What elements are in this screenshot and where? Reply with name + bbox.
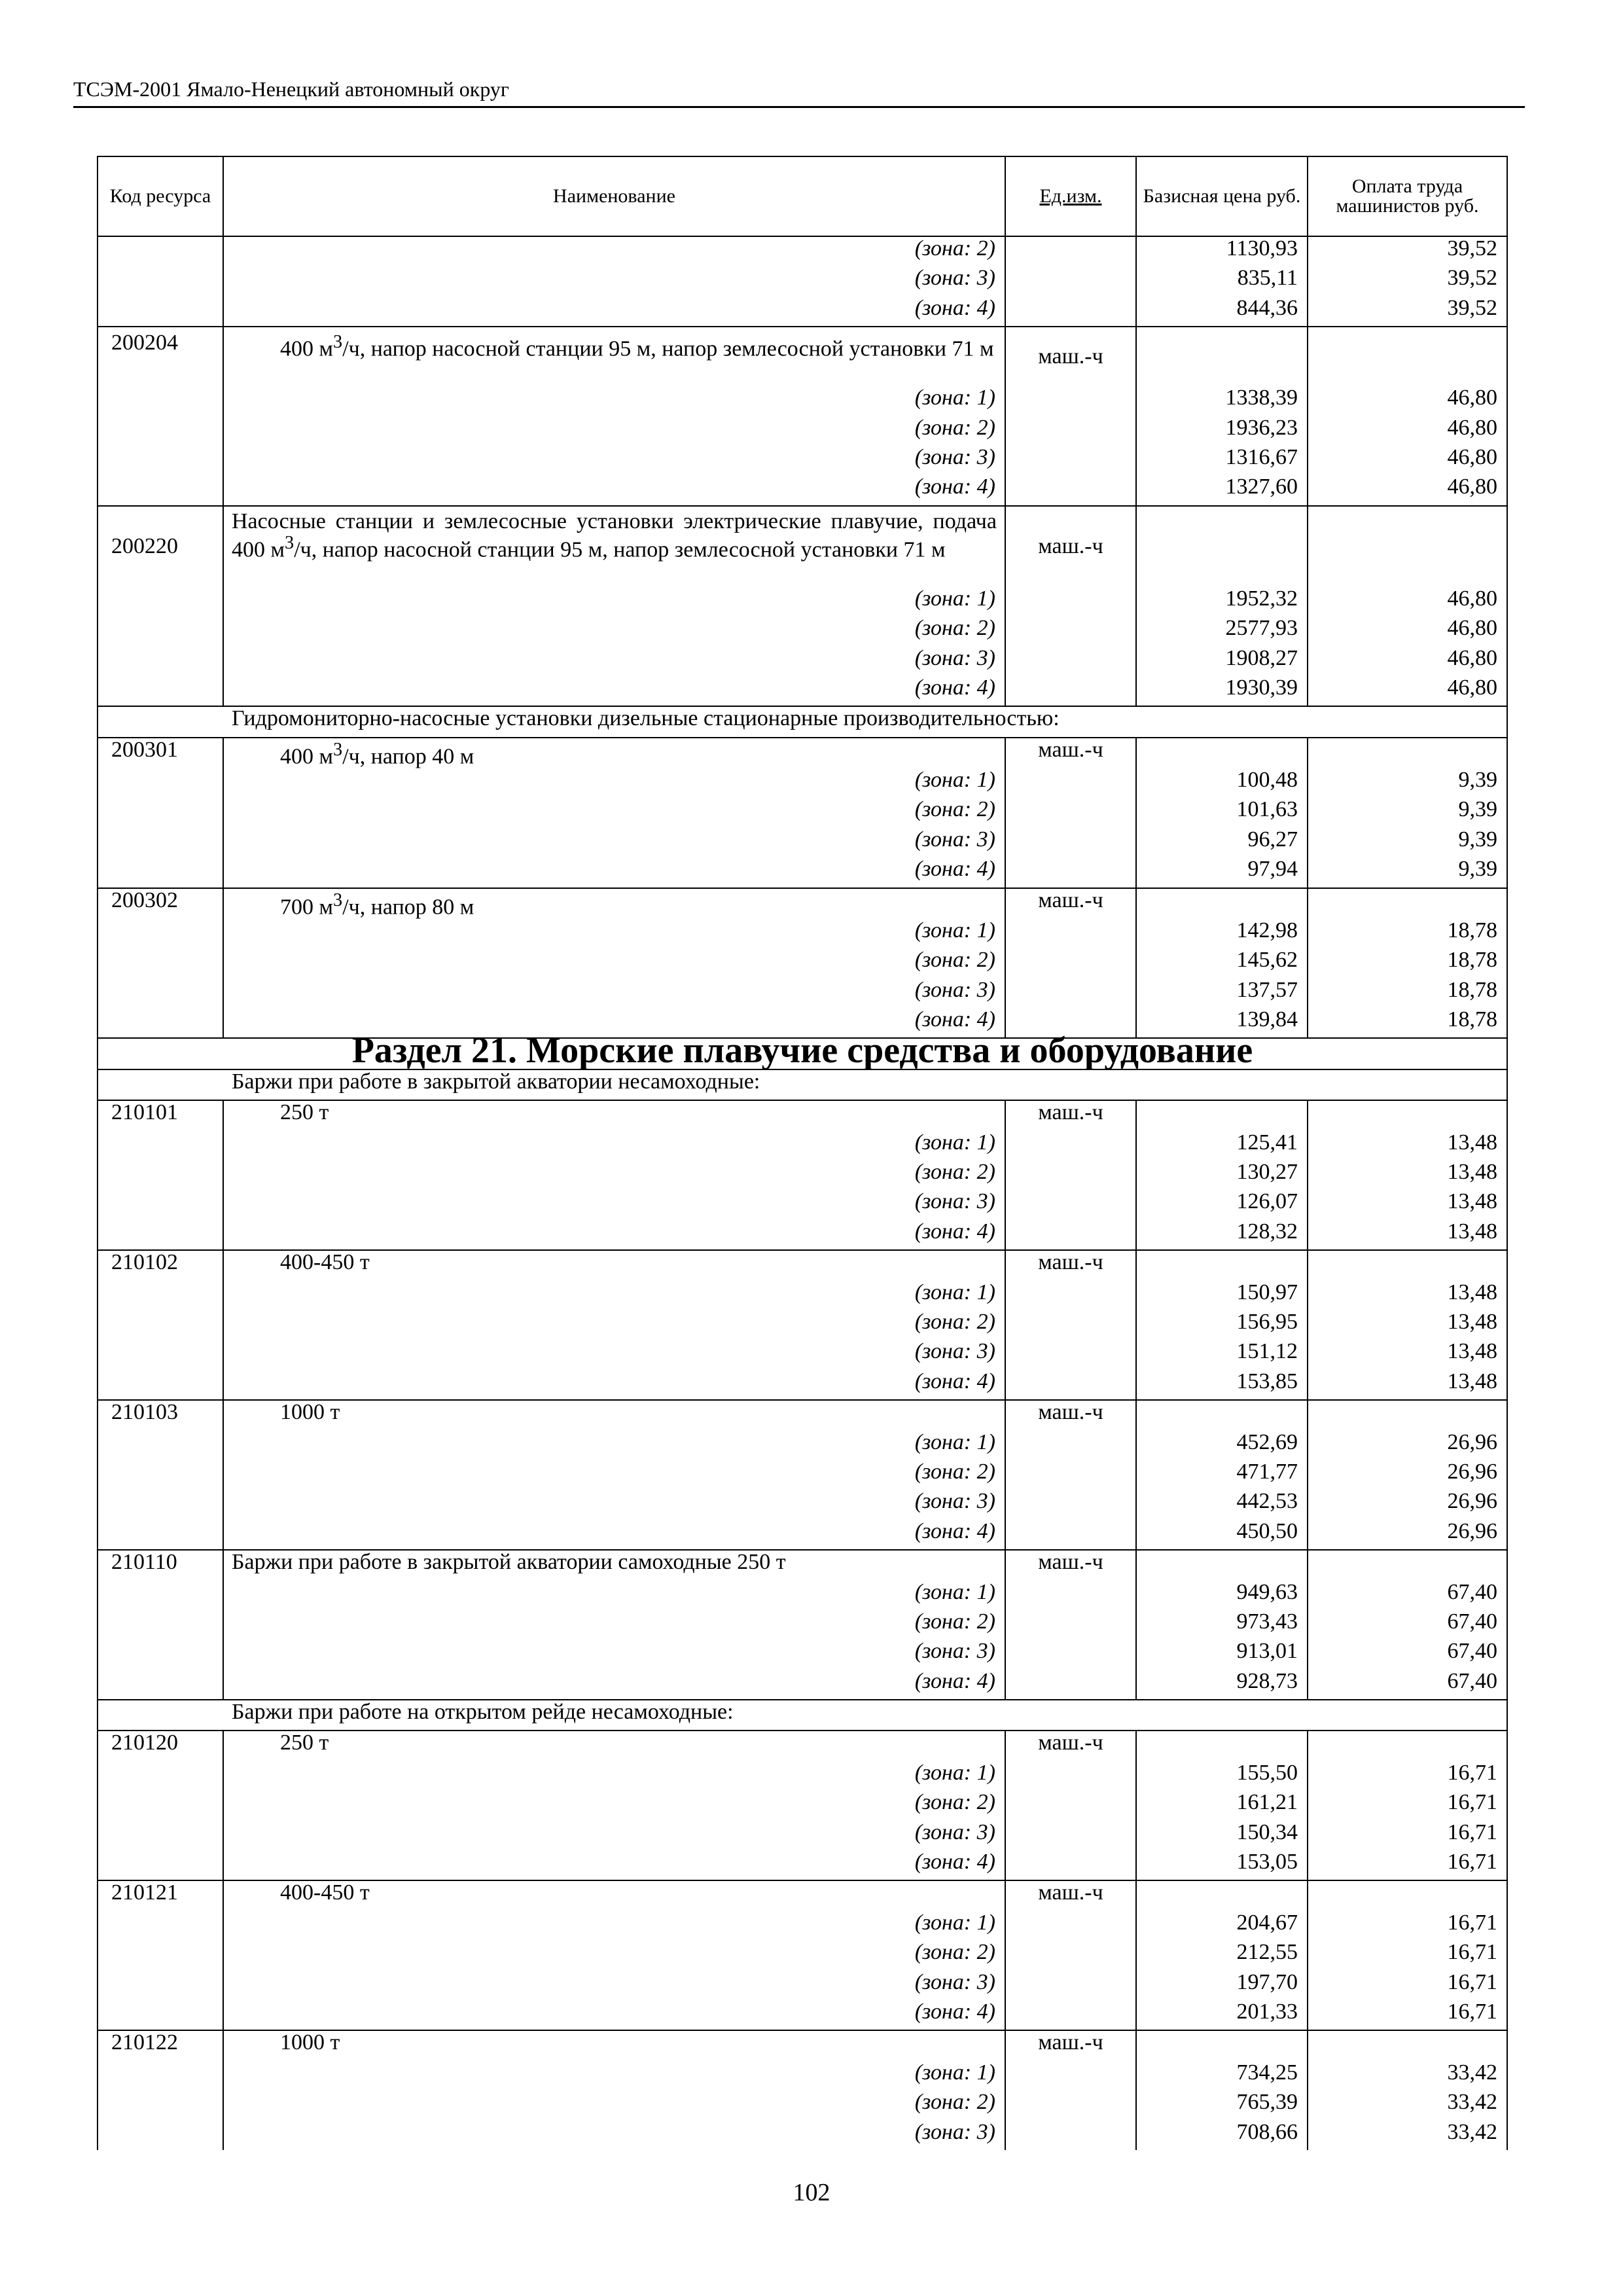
table-row bbox=[98, 1431, 1507, 1460]
base-price: 156,95 bbox=[1136, 1310, 1308, 1340]
table-row bbox=[98, 948, 1507, 978]
zone-label: (зона: 3) bbox=[223, 446, 1005, 475]
group-heading-row bbox=[98, 1069, 1507, 1100]
base-price: 913,01 bbox=[1136, 1640, 1308, 1669]
base-price: 1338,39 bbox=[1136, 386, 1308, 416]
zone-label: (зона: 3) bbox=[223, 1340, 1005, 1369]
column-header-price: Базисная цена руб. bbox=[1136, 156, 1308, 236]
zone-label: (зона: 4) bbox=[223, 2000, 1005, 2030]
zone-label: (зона: 2) bbox=[223, 617, 1005, 646]
unit-of-measure: маш.-ч bbox=[1005, 1880, 1136, 1910]
operator-wage: 39,52 bbox=[1308, 236, 1507, 266]
unit-of-measure: маш.-ч bbox=[1005, 506, 1136, 587]
resource-name bbox=[223, 738, 1005, 768]
base-price: 928,73 bbox=[1136, 1670, 1308, 1700]
section-title: Раздел 21. Морские плавучие средства и оборудование bbox=[98, 1038, 1507, 1069]
zone-label: (зона: 4) bbox=[223, 1370, 1005, 1400]
resource-name-part: /ч, напор насосной станции 95 м, напор землесосной установки 71 м bbox=[342, 336, 994, 361]
operator-wage: 46,80 bbox=[1308, 475, 1507, 505]
table-row bbox=[98, 738, 1507, 768]
table-row bbox=[98, 1640, 1507, 1669]
zone-label: (зона: 3) bbox=[223, 1640, 1005, 1669]
table-row bbox=[98, 978, 1507, 1008]
operator-wage: 9,39 bbox=[1308, 798, 1507, 827]
unit-of-measure: маш.-ч bbox=[1005, 1731, 1136, 1761]
resource-code: 200301 bbox=[98, 738, 223, 768]
table-row bbox=[98, 2090, 1507, 2120]
resource-name: 250 т bbox=[223, 1731, 1005, 1761]
operator-wage: 46,80 bbox=[1308, 647, 1507, 676]
table-row bbox=[98, 2030, 1507, 2060]
base-price: 96,27 bbox=[1136, 828, 1308, 857]
base-price: 1952,32 bbox=[1136, 587, 1308, 617]
table-row bbox=[98, 1370, 1507, 1400]
zone-label: (зона: 1) bbox=[223, 1581, 1005, 1610]
operator-wage: 18,78 bbox=[1308, 919, 1507, 948]
zone-label: (зона: 1) bbox=[223, 386, 1005, 416]
column-header-wage: Оплата труда машинистов руб. bbox=[1308, 156, 1507, 236]
operator-wage: 33,42 bbox=[1308, 2121, 1507, 2150]
zone-label: (зона: 4) bbox=[223, 1220, 1005, 1250]
table-row bbox=[98, 327, 1507, 386]
base-price: 471,77 bbox=[1136, 1460, 1308, 1490]
zone-label: (зона: 2) bbox=[223, 948, 1005, 978]
base-price: 1908,27 bbox=[1136, 647, 1308, 676]
base-price: 734,25 bbox=[1136, 2061, 1308, 2090]
base-price: 452,69 bbox=[1136, 1431, 1308, 1460]
operator-wage: 46,80 bbox=[1308, 386, 1507, 416]
table-row bbox=[98, 1100, 1507, 1130]
operator-wage: 13,48 bbox=[1308, 1160, 1507, 1190]
operator-wage: 67,40 bbox=[1308, 1670, 1507, 1700]
group-heading-row bbox=[98, 706, 1507, 737]
operator-wage: 67,40 bbox=[1308, 1610, 1507, 1640]
resource-code: 210101 bbox=[98, 1100, 223, 1130]
zone-label: (зона: 2) bbox=[223, 1791, 1005, 1820]
base-price: 204,67 bbox=[1136, 1911, 1308, 1941]
base-price: 145,62 bbox=[1136, 948, 1308, 978]
resource-name bbox=[223, 888, 1005, 919]
operator-wage: 18,78 bbox=[1308, 948, 1507, 978]
operator-wage: 39,52 bbox=[1308, 296, 1507, 327]
resource-name: 1000 т bbox=[223, 2030, 1005, 2060]
resource-code: 200302 bbox=[98, 888, 223, 919]
table-row bbox=[98, 266, 1507, 296]
base-price: 161,21 bbox=[1136, 1791, 1308, 1820]
zone-label: (зона: 2) bbox=[223, 798, 1005, 827]
table-row bbox=[98, 1250, 1507, 1280]
resource-name-part: Насосные станции и землесосные установки электрические плавучие, подача 400 м bbox=[232, 509, 997, 562]
base-price: 153,85 bbox=[1136, 1370, 1308, 1400]
table-row bbox=[98, 2000, 1507, 2030]
table-row bbox=[98, 1850, 1507, 1880]
operator-wage: 26,96 bbox=[1308, 1431, 1507, 1460]
zone-label: (зона: 3) bbox=[223, 978, 1005, 1008]
zone-label: (зона: 3) bbox=[223, 2121, 1005, 2150]
table-row bbox=[98, 828, 1507, 857]
table-row bbox=[98, 1670, 1507, 1700]
table-row bbox=[98, 1550, 1507, 1580]
table-row bbox=[98, 617, 1507, 646]
operator-wage: 13,48 bbox=[1308, 1131, 1507, 1160]
operator-wage: 13,48 bbox=[1308, 1340, 1507, 1369]
table-row bbox=[98, 386, 1507, 416]
table-row bbox=[98, 1821, 1507, 1850]
resource-code: 210121 bbox=[98, 1880, 223, 1910]
resource-name bbox=[223, 506, 1005, 587]
base-price: 150,97 bbox=[1136, 1281, 1308, 1310]
zone-label: (зона: 4) bbox=[223, 1520, 1005, 1550]
base-price: 1936,23 bbox=[1136, 416, 1308, 446]
zone-label: (зона: 1) bbox=[223, 919, 1005, 948]
unit-of-measure: маш.-ч bbox=[1005, 327, 1136, 386]
unit-of-measure: маш.-ч bbox=[1005, 1250, 1136, 1280]
table-row bbox=[98, 768, 1507, 798]
price-table bbox=[97, 156, 1508, 2150]
resource-name-part: /ч, напор 40 м bbox=[342, 744, 474, 769]
resource-code: 210120 bbox=[98, 1731, 223, 1761]
resource-code: 200204 bbox=[98, 327, 223, 386]
zone-label: (зона: 1) bbox=[223, 2061, 1005, 2090]
table-row bbox=[98, 1941, 1507, 1970]
unit-of-measure: маш.-ч bbox=[1005, 1550, 1136, 1580]
base-price: 151,12 bbox=[1136, 1340, 1308, 1369]
zone-label: (зона: 4) bbox=[223, 1008, 1005, 1038]
zone-label: (зона: 1) bbox=[223, 1431, 1005, 1460]
base-price: 101,63 bbox=[1136, 798, 1308, 827]
base-price: 1316,67 bbox=[1136, 446, 1308, 475]
column-header-code: Код ресурса bbox=[98, 156, 223, 236]
operator-wage: 18,78 bbox=[1308, 978, 1507, 1008]
table-row bbox=[98, 1190, 1507, 1219]
table-row bbox=[98, 676, 1507, 706]
zone-label: (зона: 1) bbox=[223, 1281, 1005, 1310]
superscript: 3 bbox=[333, 889, 343, 910]
operator-wage: 9,39 bbox=[1308, 857, 1507, 888]
unit-of-measure: маш.-ч bbox=[1005, 888, 1136, 919]
zone-label: (зона: 4) bbox=[223, 475, 1005, 505]
table-row bbox=[98, 798, 1507, 827]
table-row bbox=[98, 1761, 1507, 1791]
operator-wage: 16,71 bbox=[1308, 1850, 1507, 1880]
unit-of-measure: маш.-ч bbox=[1005, 2030, 1136, 2060]
zone-label: (зона: 1) bbox=[223, 1761, 1005, 1791]
table-row bbox=[98, 1160, 1507, 1190]
operator-wage: 67,40 bbox=[1308, 1640, 1507, 1669]
resource-name: 400-450 т bbox=[223, 1250, 1005, 1280]
section-row bbox=[98, 1038, 1507, 1069]
resource-name-part: /ч, напор насосной станции 95 м, напор землесосной установки 71 м bbox=[294, 537, 946, 562]
superscript: 3 bbox=[333, 332, 343, 353]
zone-label: (зона: 1) bbox=[223, 768, 1005, 798]
base-price: 126,07 bbox=[1136, 1190, 1308, 1219]
base-price: 130,27 bbox=[1136, 1160, 1308, 1190]
table-row bbox=[98, 647, 1507, 676]
base-price: 128,32 bbox=[1136, 1220, 1308, 1250]
page-header: ТСЭМ-2001 Ямало-Ненецкий автономный округ bbox=[73, 77, 510, 101]
operator-wage: 9,39 bbox=[1308, 768, 1507, 798]
operator-wage: 16,71 bbox=[1308, 1941, 1507, 1970]
resource-name: 1000 т bbox=[223, 1400, 1005, 1430]
zone-label: (зона: 4) bbox=[223, 857, 1005, 888]
base-price: 973,43 bbox=[1136, 1610, 1308, 1640]
base-price: 212,55 bbox=[1136, 1941, 1308, 1970]
zone-label: (зона: 2) bbox=[223, 1160, 1005, 1190]
operator-wage: 13,48 bbox=[1308, 1190, 1507, 1219]
base-price: 844,36 bbox=[1136, 296, 1308, 327]
resource-name: 400-450 т bbox=[223, 1880, 1005, 1910]
operator-wage: 26,96 bbox=[1308, 1520, 1507, 1550]
base-price: 125,41 bbox=[1136, 1131, 1308, 1160]
base-price: 765,39 bbox=[1136, 2090, 1308, 2120]
table-row bbox=[98, 1460, 1507, 1490]
table-row bbox=[98, 475, 1507, 505]
zone-label: (зона: 3) bbox=[223, 647, 1005, 676]
base-price: 1327,60 bbox=[1136, 475, 1308, 505]
table-row bbox=[98, 1340, 1507, 1369]
base-price: 201,33 bbox=[1136, 2000, 1308, 2030]
unit-of-measure: маш.-ч bbox=[1005, 1400, 1136, 1430]
base-price: 139,84 bbox=[1136, 1008, 1308, 1038]
zone-label: (зона: 3) bbox=[223, 828, 1005, 857]
zone-label: (зона: 2) bbox=[223, 416, 1005, 446]
operator-wage: 9,39 bbox=[1308, 828, 1507, 857]
table-row bbox=[98, 506, 1507, 587]
table-row bbox=[98, 1400, 1507, 1430]
operator-wage: 13,48 bbox=[1308, 1370, 1507, 1400]
table-row bbox=[98, 1911, 1507, 1941]
table-row bbox=[98, 1731, 1507, 1761]
operator-wage: 26,96 bbox=[1308, 1490, 1507, 1519]
base-price: 150,34 bbox=[1136, 1821, 1308, 1850]
resource-name bbox=[223, 327, 1005, 386]
base-price: 137,57 bbox=[1136, 978, 1308, 1008]
table-row bbox=[98, 2061, 1507, 2090]
zone-label: (зона: 3) bbox=[223, 1490, 1005, 1519]
operator-wage: 13,48 bbox=[1308, 1310, 1507, 1340]
resource-code: 210110 bbox=[98, 1550, 223, 1580]
operator-wage: 16,71 bbox=[1308, 1911, 1507, 1941]
zone-label: (зона: 1) bbox=[223, 1131, 1005, 1160]
base-price: 949,63 bbox=[1136, 1581, 1308, 1610]
table-row bbox=[98, 1310, 1507, 1340]
table-row bbox=[98, 236, 1507, 266]
table-row bbox=[98, 888, 1507, 919]
base-price: 442,53 bbox=[1136, 1490, 1308, 1519]
resource-name-part: 400 м bbox=[280, 336, 334, 361]
table-row bbox=[98, 1971, 1507, 2000]
table-row bbox=[98, 1880, 1507, 1910]
base-price: 1930,39 bbox=[1136, 676, 1308, 706]
resource-name: Баржи при работе в закрытой акватории самоходные 250 т bbox=[223, 1550, 1005, 1580]
base-price: 155,50 bbox=[1136, 1761, 1308, 1791]
zone-label: (зона: 2) bbox=[223, 236, 1005, 266]
zone-label: (зона: 3) bbox=[223, 1971, 1005, 2000]
resource-name-part: /ч, напор 80 м bbox=[342, 894, 474, 919]
superscript: 3 bbox=[285, 532, 294, 553]
operator-wage: 16,71 bbox=[1308, 1821, 1507, 1850]
operator-wage: 16,71 bbox=[1308, 1791, 1507, 1820]
zone-label: (зона: 4) bbox=[223, 296, 1005, 327]
operator-wage: 26,96 bbox=[1308, 1460, 1507, 1490]
unit-of-measure: маш.-ч bbox=[1005, 738, 1136, 768]
table-row bbox=[98, 919, 1507, 948]
zone-label: (зона: 2) bbox=[223, 1610, 1005, 1640]
operator-wage: 16,71 bbox=[1308, 2000, 1507, 2030]
zone-label: (зона: 1) bbox=[223, 587, 1005, 617]
operator-wage: 18,78 bbox=[1308, 1008, 1507, 1038]
resource-name-part: 700 м bbox=[280, 894, 334, 919]
table-row bbox=[98, 587, 1507, 617]
operator-wage: 13,48 bbox=[1308, 1220, 1507, 1250]
zone-label: (зона: 4) bbox=[223, 676, 1005, 706]
group-heading-row bbox=[98, 1700, 1507, 1731]
resource-code: 200220 bbox=[98, 506, 223, 587]
zone-label: (зона: 3) bbox=[223, 266, 1005, 296]
operator-wage: 16,71 bbox=[1308, 1971, 1507, 2000]
operator-wage: 46,80 bbox=[1308, 416, 1507, 446]
resource-name-part: 400 м bbox=[280, 744, 334, 769]
group-heading: Баржи при работе на открытом рейде несамоходные: bbox=[98, 1700, 1507, 1731]
zone-label: (зона: 1) bbox=[223, 1911, 1005, 1941]
base-price: 197,70 bbox=[1136, 1971, 1308, 2000]
column-header-unit: Ед.изм. bbox=[1005, 156, 1136, 236]
group-heading: Гидромониторно-насосные установки дизельные стационарные производительностью: bbox=[98, 706, 1507, 737]
table-row bbox=[98, 1791, 1507, 1820]
zone-label: (зона: 4) bbox=[223, 1670, 1005, 1700]
zone-label: (зона: 2) bbox=[223, 1310, 1005, 1340]
base-price: 1130,93 bbox=[1136, 236, 1308, 266]
base-price: 153,05 bbox=[1136, 1850, 1308, 1880]
resource-code: 210122 bbox=[98, 2030, 223, 2060]
column-header-name: Наименование bbox=[223, 156, 1005, 236]
unit-of-measure: маш.-ч bbox=[1005, 1100, 1136, 1130]
zone-label: (зона: 3) bbox=[223, 1190, 1005, 1219]
base-price: 450,50 bbox=[1136, 1520, 1308, 1550]
zone-label: (зона: 2) bbox=[223, 2090, 1005, 2120]
table-row bbox=[98, 416, 1507, 446]
zone-label: (зона: 2) bbox=[223, 1941, 1005, 1970]
zone-label: (зона: 2) bbox=[223, 1460, 1005, 1490]
operator-wage: 13,48 bbox=[1308, 1281, 1507, 1310]
base-price: 97,94 bbox=[1136, 857, 1308, 888]
resource-name: 250 т bbox=[223, 1100, 1005, 1130]
table-row bbox=[98, 1281, 1507, 1310]
base-price: 100,48 bbox=[1136, 768, 1308, 798]
operator-wage: 46,80 bbox=[1308, 676, 1507, 706]
table-row bbox=[98, 1220, 1507, 1250]
base-price: 835,11 bbox=[1136, 266, 1308, 296]
operator-wage: 33,42 bbox=[1308, 2061, 1507, 2090]
operator-wage: 46,80 bbox=[1308, 617, 1507, 646]
table-row bbox=[98, 857, 1507, 888]
table-row bbox=[98, 1581, 1507, 1610]
base-price: 2577,93 bbox=[1136, 617, 1308, 646]
operator-wage: 33,42 bbox=[1308, 2090, 1507, 2120]
page-number: 102 bbox=[793, 2179, 830, 2206]
base-price: 708,66 bbox=[1136, 2121, 1308, 2150]
operator-wage: 46,80 bbox=[1308, 446, 1507, 475]
operator-wage: 16,71 bbox=[1308, 1761, 1507, 1791]
table-row bbox=[98, 296, 1507, 327]
table-row bbox=[98, 1520, 1507, 1550]
table-row bbox=[98, 1490, 1507, 1519]
resource-code: 210103 bbox=[98, 1400, 223, 1430]
group-heading: Баржи при работе в закрытой акватории несамоходные: bbox=[98, 1069, 1507, 1100]
table-row bbox=[98, 1131, 1507, 1160]
superscript: 3 bbox=[333, 739, 343, 760]
zone-label: (зона: 4) bbox=[223, 1850, 1005, 1880]
operator-wage: 39,52 bbox=[1308, 266, 1507, 296]
table-row bbox=[98, 1610, 1507, 1640]
operator-wage: 67,40 bbox=[1308, 1581, 1507, 1610]
table-header-row bbox=[98, 156, 1507, 236]
table-row bbox=[98, 446, 1507, 475]
base-price: 142,98 bbox=[1136, 919, 1308, 948]
header-divider bbox=[73, 106, 1525, 108]
resource-code: 210102 bbox=[98, 1250, 223, 1280]
table-row bbox=[98, 2121, 1507, 2150]
zone-label: (зона: 3) bbox=[223, 1821, 1005, 1850]
operator-wage: 46,80 bbox=[1308, 587, 1507, 617]
